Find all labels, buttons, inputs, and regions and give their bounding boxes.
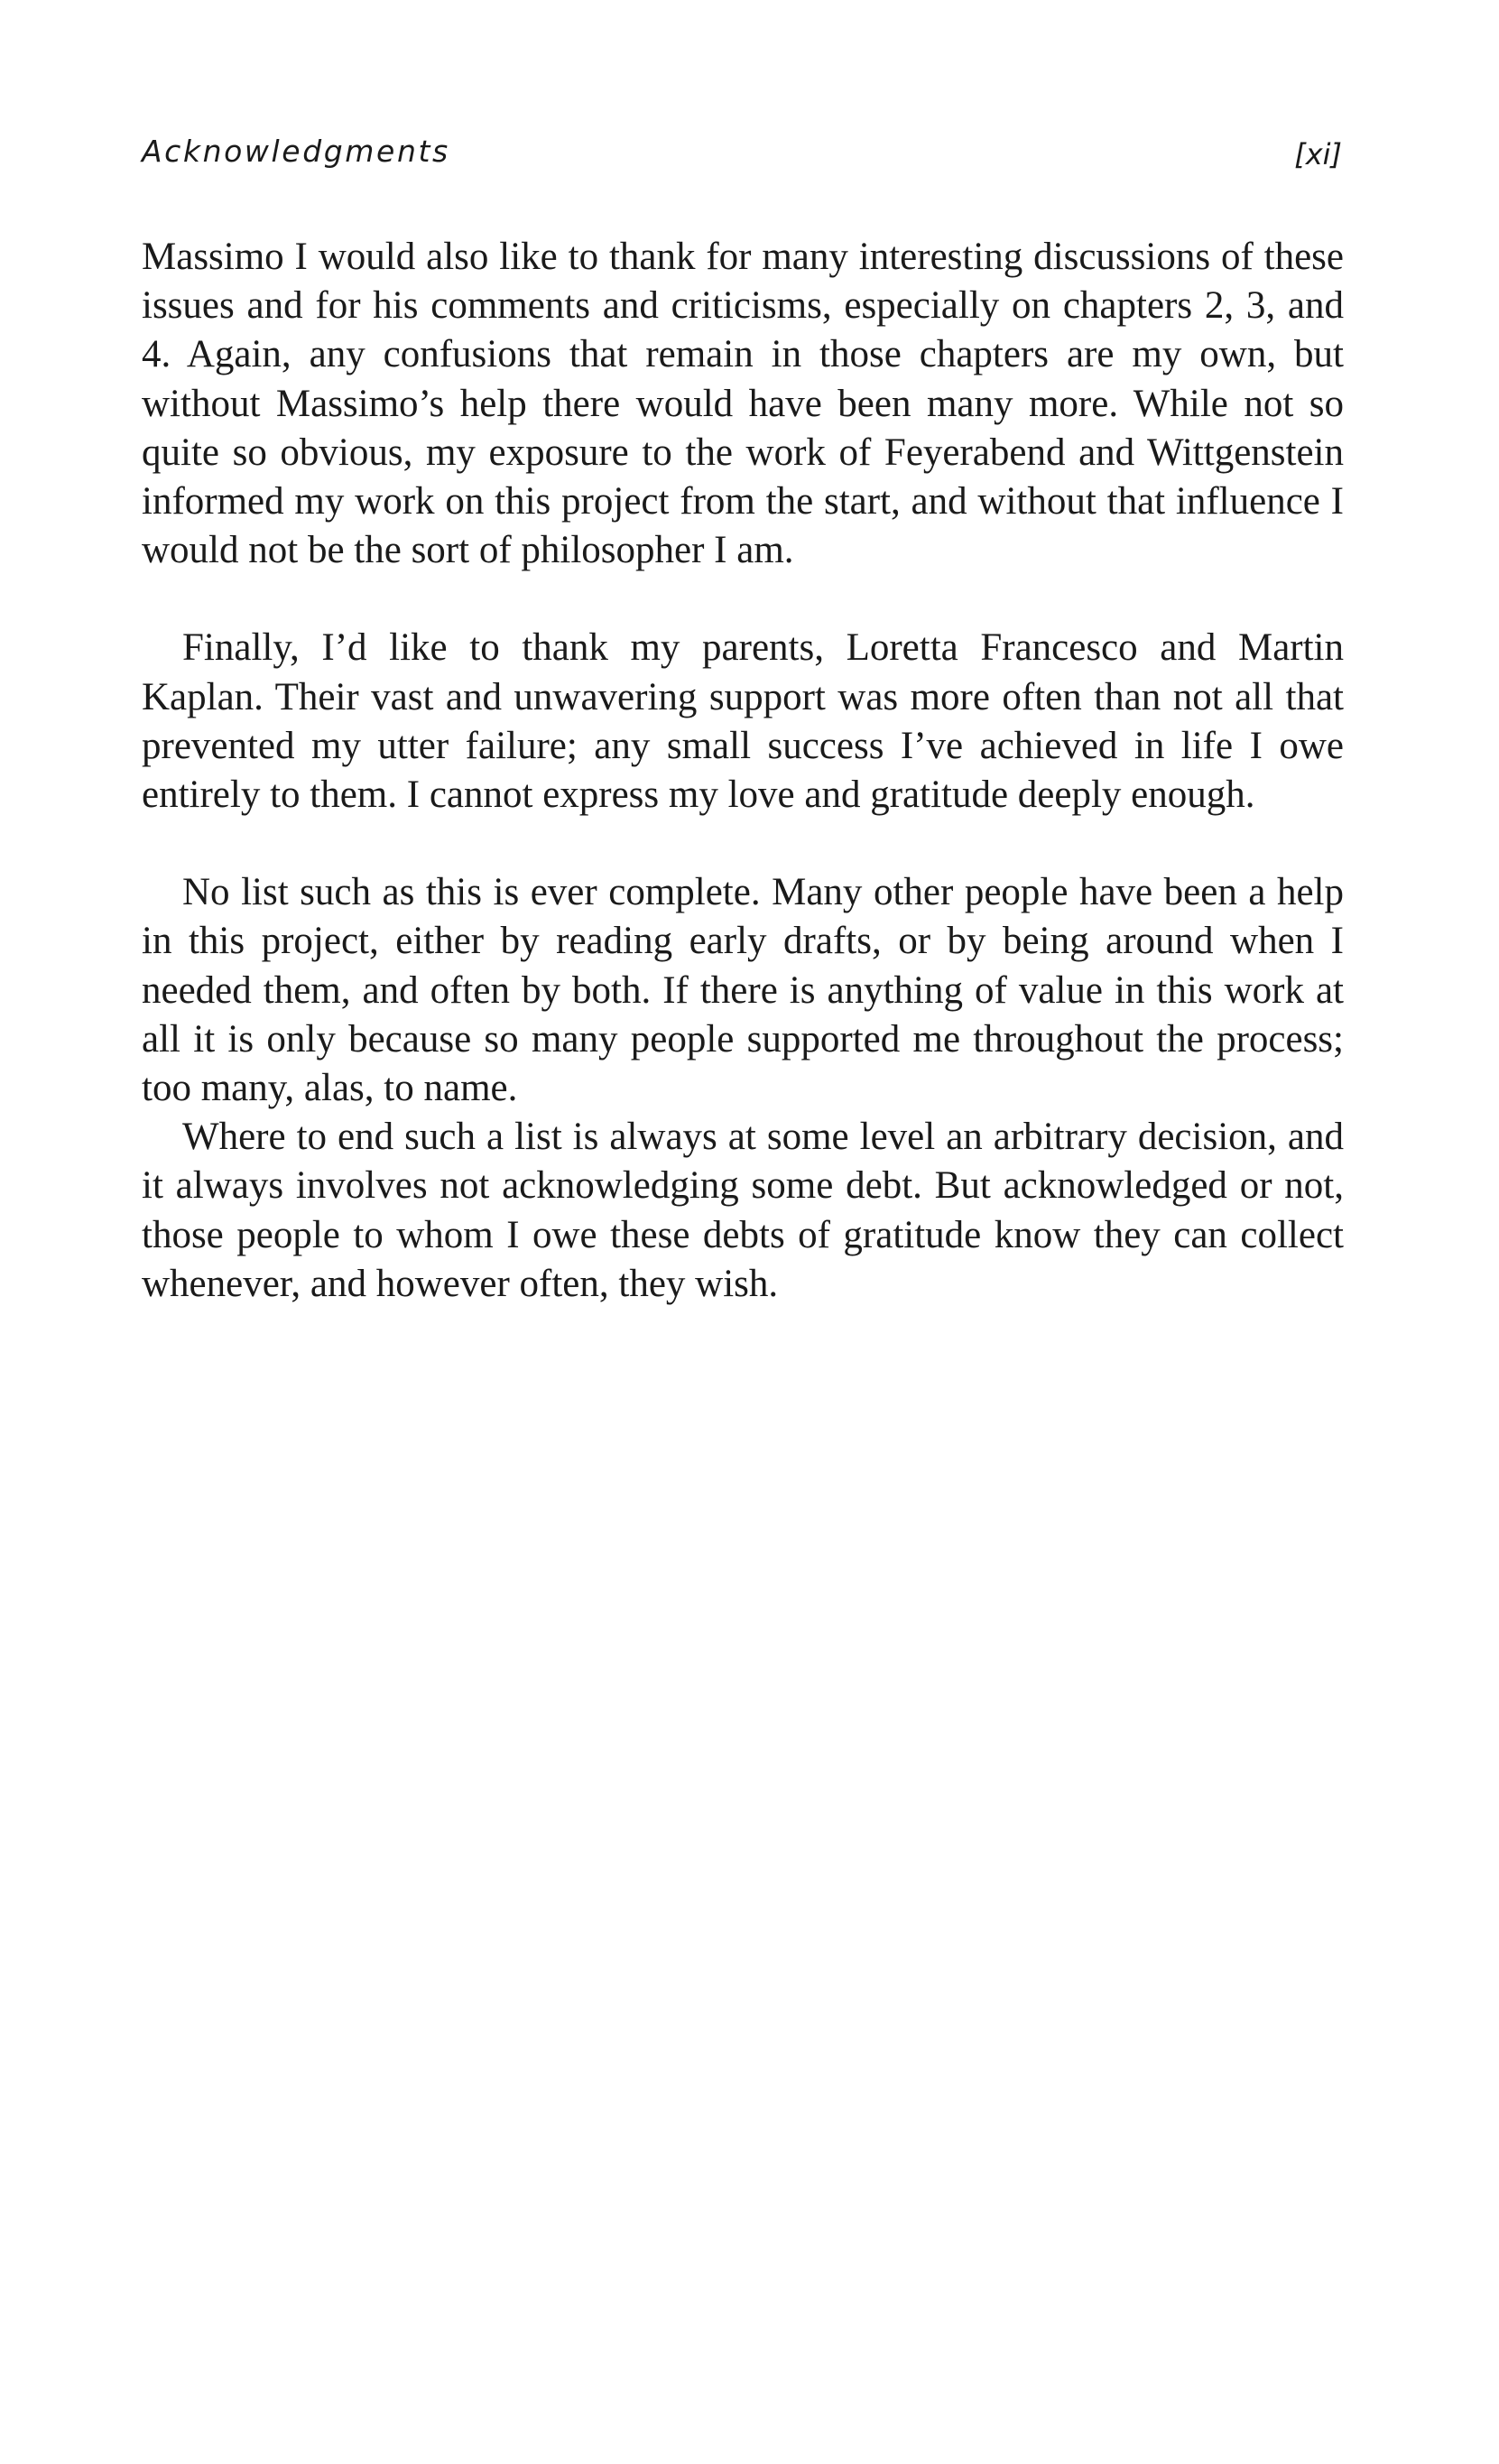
page-number: [xi] [1294,137,1342,171]
paragraph-no-list: No list such as this is ever complete. Many other people have been a help in this project, either by reading early drafts, or by being around when I needed them, and often by both. If there is anything of value in this work at all it is only because so many people supported me throughout the process; too many, alas, to name. [142,871,1344,1110]
book-page [142,0,1344,2464]
body-text [142,233,1344,1309]
running-head [142,134,1344,175]
paragraph-parents: Finally, I’d like to thank my parents, Loretta Francesco and Martin Kaplan. Their vast and unwavering support was more often than not all that prevented my utter failure; any small success I’ve achieved in life I owe entirely to them. I cannot express my love and gratitude deeply enough. [142,626,1344,817]
running-head-title: Acknowledgments [142,134,450,169]
paragraph-where-to-end: Where to end such a list is always at some level an arbitrary decision, and it always involves not acknowledging some debt. But acknowledged or not, those people to whom I owe these debts of gratitude know they can collect whenever, and however often, they wish. [142,1116,1344,1305]
paragraph-massimo: Massimo I would also like to thank for many interesting discussions of these issues and for his comments and criticisms, especially on chapters 2, 3, and 4. Again, any confusions that remain in those chapters are my own, but without Massimo’s help there would have been many more. While not so quite so obvious, my exposure to the work of Feyerabend and Wittgenstein informed my work on this project from the start, and without that influence I would not be the sort of philosopher I am. [142,236,1344,572]
